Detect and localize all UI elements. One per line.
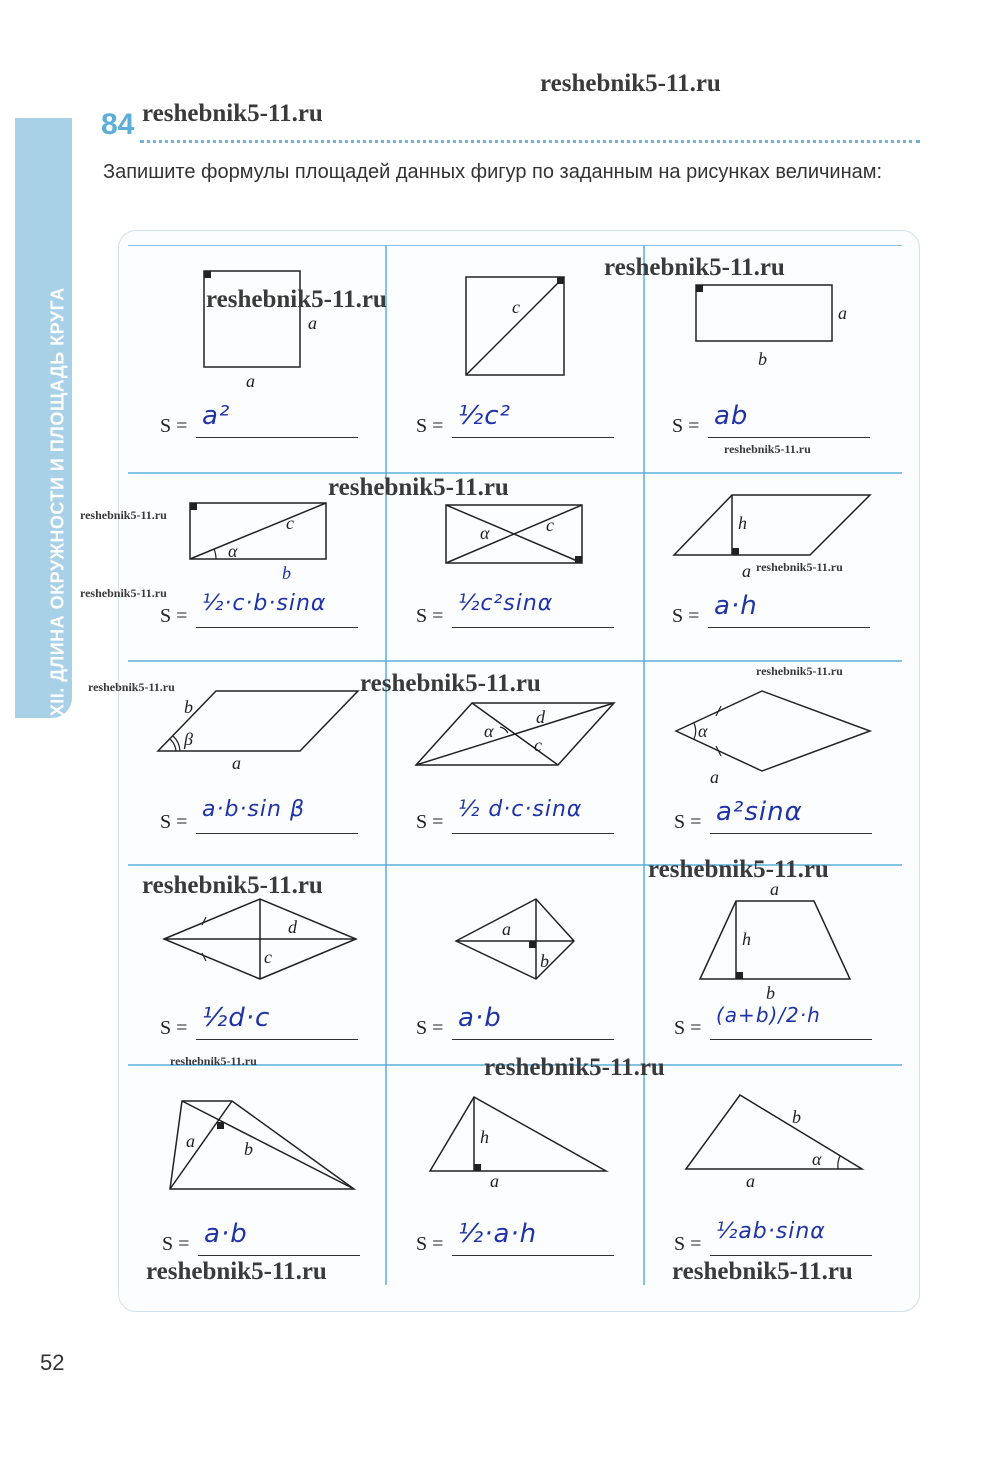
label-alpha: α (480, 523, 490, 543)
area-answer-line (160, 401, 231, 438)
area-answer-line (160, 797, 305, 834)
label-a: a (770, 879, 779, 899)
watermark: reshebnik5-11.ru (88, 680, 175, 694)
cell-rhombus-angle (644, 661, 902, 865)
area-answer-line (672, 591, 758, 628)
label-a-side: a (308, 313, 317, 333)
answer-rule (196, 833, 358, 834)
watermark: reshebnik5-11.ru (142, 100, 323, 127)
label-alpha: α (812, 1149, 822, 1169)
s-prefix: S = (674, 1233, 702, 1255)
label-a: a (502, 919, 511, 939)
answer-rule (710, 1255, 872, 1256)
handwritten-answer: a²sinα (716, 797, 803, 827)
label-alpha: α (228, 541, 238, 561)
handwritten-answer: ½d·c (202, 1003, 271, 1033)
handwritten-answer: a·b (458, 1003, 502, 1033)
answer-rule (710, 1039, 872, 1040)
label-d: d (536, 707, 545, 727)
s-prefix: S = (672, 415, 700, 437)
label-a-bottom: a (246, 371, 255, 391)
watermark: reshebnik5-11.ru (648, 856, 829, 883)
answer-rule (196, 627, 358, 628)
watermark: reshebnik5-11.ru (206, 286, 387, 313)
handwritten-answer: ½c²sinα (458, 591, 554, 616)
label-c: c (264, 947, 272, 967)
watermark: reshebnik5-11.ru (142, 872, 323, 899)
label-b: b (766, 983, 775, 1003)
handwritten-answer: a·b (204, 1219, 248, 1249)
label-a: a (186, 1131, 195, 1151)
cell-trapezoid (644, 865, 902, 1065)
area-answer-line (674, 1219, 826, 1256)
s-prefix: S = (160, 1017, 188, 1039)
handwritten-answer: a² (202, 401, 231, 431)
label-a: a (710, 767, 719, 787)
answer-rule (452, 833, 614, 834)
handwritten-answer: ½c² (458, 401, 511, 431)
area-answer-line (672, 401, 749, 438)
answer-rule (196, 1039, 358, 1040)
watermark: reshebnik5-11.ru (756, 560, 843, 574)
dotted-divider (140, 140, 920, 143)
watermark: reshebnik5-11.ru (672, 1258, 853, 1285)
area-answer-line (160, 1003, 271, 1040)
page-number: 52 (40, 1350, 65, 1375)
s-prefix: S = (162, 1233, 190, 1255)
label-b: b (184, 697, 193, 717)
label-a: a (742, 561, 751, 581)
answer-rule (452, 437, 614, 438)
cell-triangle-height (386, 1065, 644, 1285)
label-a: a (746, 1171, 755, 1191)
answer-rule (198, 1255, 360, 1256)
watermark: reshebnik5-11.ru (170, 1054, 257, 1068)
label-b: b (792, 1107, 801, 1127)
label-a: a (232, 753, 241, 773)
s-prefix: S = (416, 605, 444, 627)
square-figure (128, 245, 386, 473)
label-beta: β (184, 729, 193, 749)
handwritten-answer: a·h (714, 591, 758, 621)
label-h: h (480, 1127, 489, 1147)
s-prefix: S = (672, 605, 700, 627)
watermark: reshebnik5-11.ru (80, 586, 167, 600)
s-prefix: S = (160, 415, 188, 437)
watermark: reshebnik5-11.ru (146, 1258, 327, 1285)
watermark: reshebnik5-11.ru (756, 664, 843, 678)
label-h: h (742, 929, 751, 949)
s-prefix: S = (674, 1017, 702, 1039)
handwritten-answer: ½ab·sinα (716, 1219, 826, 1244)
area-answer-line (416, 1003, 502, 1040)
handwritten-answer: (a+b)/2·h (716, 1003, 821, 1027)
task-number: 84 (101, 108, 135, 141)
label-c: c (546, 515, 554, 535)
task-text: Запишите формулы площадей данных фигур по заданным на рисунках величинам: (103, 161, 883, 183)
handwritten-answer: a·b·sin β (202, 797, 305, 822)
handwritten-answer: ½·c·b·sinα (202, 591, 327, 616)
watermark: reshebnik5-11.ru (724, 442, 811, 456)
s-prefix: S = (416, 811, 444, 833)
area-answer-line (674, 797, 803, 834)
area-answer-line (674, 1003, 821, 1040)
label-h: h (738, 513, 747, 533)
label-b: b (244, 1139, 253, 1159)
answer-rule (708, 627, 870, 628)
area-answer-line (416, 797, 583, 834)
cell-kite (386, 865, 644, 1065)
label-b: b (758, 349, 767, 369)
area-answer-line (416, 1219, 538, 1256)
area-answer-line (160, 591, 327, 628)
watermark: reshebnik5-11.ru (328, 474, 509, 501)
rhombus-angle-figure (644, 661, 902, 865)
s-prefix: S = (160, 605, 188, 627)
s-prefix: S = (416, 415, 444, 437)
chapter-side-band (15, 118, 72, 785)
watermark: reshebnik5-11.ru (80, 508, 167, 522)
answer-rule (452, 1255, 614, 1256)
watermark: reshebnik5-11.ru (484, 1054, 665, 1081)
s-prefix: S = (160, 811, 188, 833)
answer-rule (452, 627, 614, 628)
handwritten-answer: ab (714, 401, 749, 431)
label-d: d (288, 917, 297, 937)
area-answer-line (416, 401, 511, 438)
handwritten-answer: ½ d·c·sinα (458, 797, 583, 822)
label-c: c (534, 735, 542, 755)
watermark: reshebnik5-11.ru (604, 254, 785, 281)
label-a: a (490, 1171, 499, 1191)
label-c: c (512, 297, 520, 317)
label-c: c (286, 513, 294, 533)
figures-grid (128, 245, 902, 1285)
s-prefix: S = (416, 1017, 444, 1039)
watermark: reshebnik5-11.ru (360, 670, 541, 697)
cell-triangle-angle (644, 1065, 902, 1285)
s-prefix: S = (416, 1233, 444, 1255)
label-b: b (540, 951, 549, 971)
label-alpha: α (698, 721, 708, 741)
cell-square-side (128, 245, 386, 473)
label-a: a (838, 303, 847, 323)
label-alpha: α (484, 721, 494, 741)
answer-rule (196, 437, 358, 438)
s-prefix: S = (674, 811, 702, 833)
cell-quadrilateral-diagonals (128, 1065, 386, 1285)
area-answer-line (162, 1219, 248, 1256)
answer-rule (452, 1039, 614, 1040)
handwritten-answer: ½·a·h (458, 1219, 538, 1249)
watermark: reshebnik5-11.ru (540, 70, 721, 97)
answer-rule (710, 833, 872, 834)
area-answer-line (416, 591, 554, 628)
label-b-handwritten: b (282, 563, 291, 583)
chapter-title: ГЛАВА XII. ДЛИНА ОКРУЖНОСТИ И ПЛОЩАДЬ КРУГА (47, 287, 68, 785)
answer-rule (708, 437, 870, 438)
